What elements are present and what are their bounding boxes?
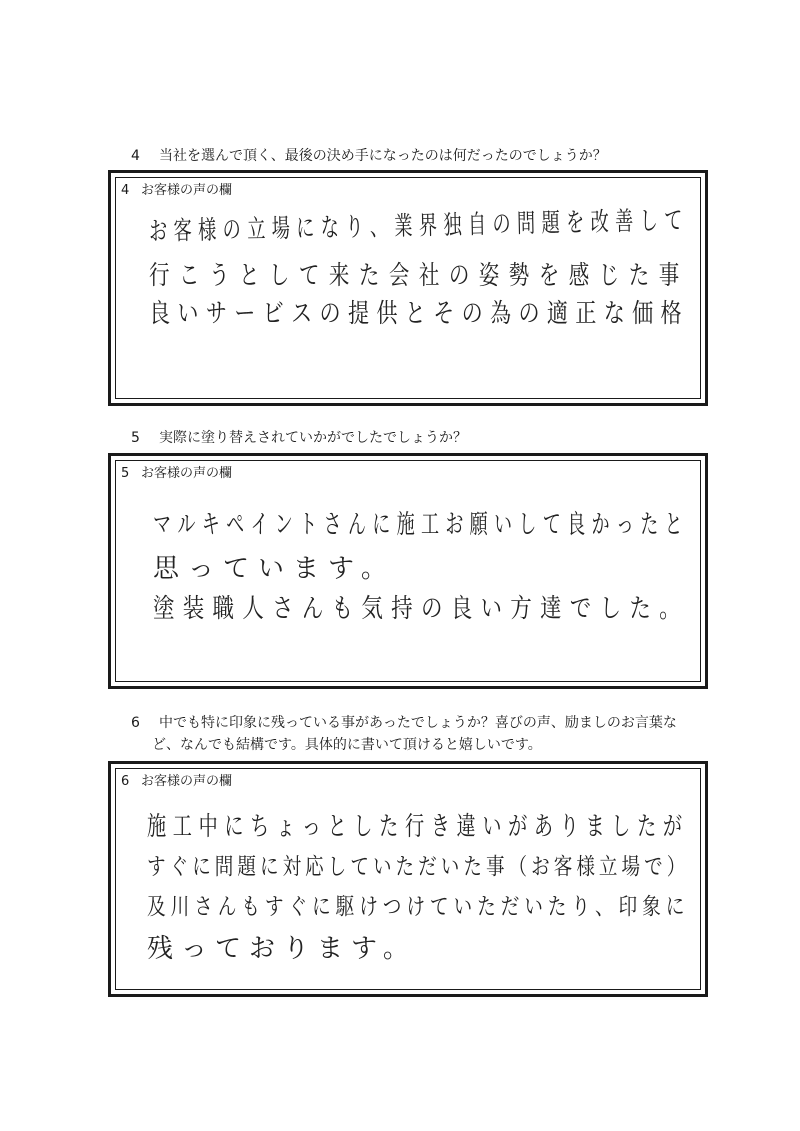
answer-box-label xyxy=(121,770,232,789)
answer-box-title: お客様の声の欄 xyxy=(141,466,233,481)
answer-box-title: お客様の声の欄 xyxy=(141,774,233,789)
handwritten-line: マルキペイントさんに施工お願いして良かったと xyxy=(153,510,689,540)
question-4 xyxy=(131,146,731,166)
question-number: 4 xyxy=(131,148,140,164)
handwritten-line: すぐに問題に対応していただいた事（お客様立場で） xyxy=(147,854,690,880)
question-number: 6 xyxy=(131,715,140,731)
question-text: 当社を選んで頂く、最後の決め手になったのは何だったのでしょうか？ xyxy=(159,148,607,164)
question-text-line-1: 中でも特に印象に残っている事があったでしょうか？喜びの声、励ましのお言葉な xyxy=(159,715,677,731)
answer-box-number: 5 xyxy=(121,466,130,481)
answer-box-label xyxy=(121,179,232,198)
handwritten-line: 思っています。 xyxy=(153,554,396,584)
handwritten-line: お客様の立場になり、業界独自の問題を改善して xyxy=(148,205,690,247)
answer-box-label xyxy=(121,462,232,481)
question-6-continued xyxy=(131,735,731,755)
question-text-line-2: ど、なんでも結構です。具体的に書いて頂けると嬉しいです。 xyxy=(152,737,542,753)
answer-box-6 xyxy=(108,761,708,997)
question-text: 実際に塗り替えされていかがでしたでしょうか？ xyxy=(159,430,467,446)
answer-box-5 xyxy=(108,453,708,689)
handwritten-line: 良いサービスの提供とその為の適正な価格 xyxy=(149,299,689,329)
handwritten-line: 及川さんもすぐに駆けつけていただいたり、印象に xyxy=(147,894,690,920)
answer-box-4 xyxy=(108,170,708,406)
answer-box-title: お客様の声の欄 xyxy=(141,183,233,198)
handwritten-line: 塗装職人さんも気持の良い方達でした。 xyxy=(153,594,689,624)
handwritten-line: 行こうとして来た会社の姿勢を感じた事 xyxy=(149,261,689,291)
answer-box-number: 4 xyxy=(121,183,130,198)
handwritten-line: 残っております。 xyxy=(147,934,417,964)
handwritten-line: 施工中にちょっとした行き違いがありましたが xyxy=(147,812,689,842)
question-number: 5 xyxy=(131,430,140,446)
answer-box-number: 6 xyxy=(121,774,130,789)
question-5 xyxy=(131,428,731,448)
